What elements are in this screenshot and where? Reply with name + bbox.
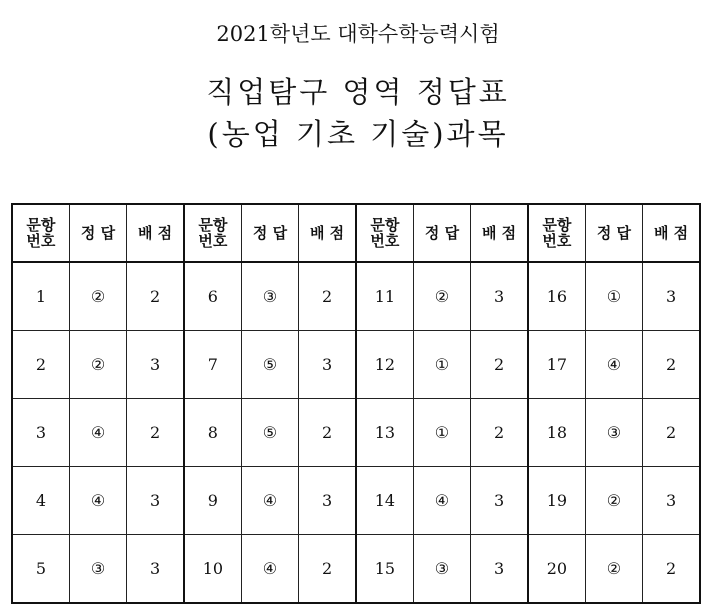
score-cell: 2 bbox=[127, 399, 184, 467]
header-score: 배 점 bbox=[471, 204, 528, 262]
answer-cell: ④ bbox=[241, 535, 298, 604]
score-cell: 3 bbox=[127, 331, 184, 399]
score-cell: 3 bbox=[643, 262, 700, 331]
score-cell: 2 bbox=[643, 535, 700, 604]
answer-cell: ② bbox=[69, 331, 126, 399]
answer-cell: ② bbox=[585, 535, 642, 604]
score-cell: 2 bbox=[643, 331, 700, 399]
score-cell: 3 bbox=[471, 467, 528, 535]
question-number-cell: 3 bbox=[12, 399, 69, 467]
question-number-cell: 4 bbox=[12, 467, 69, 535]
answer-cell: ② bbox=[585, 467, 642, 535]
question-number-cell: 12 bbox=[356, 331, 413, 399]
answer-cell: ② bbox=[69, 262, 126, 331]
answer-cell: ① bbox=[413, 331, 470, 399]
answer-cell: ③ bbox=[69, 535, 126, 604]
header-question-number-line2: 번호 bbox=[370, 232, 400, 250]
subject-title: (농업 기초 기술)과목 bbox=[207, 117, 509, 151]
header-question-number-line1: 문항 bbox=[542, 216, 572, 234]
score-cell: 3 bbox=[471, 535, 528, 604]
score-cell: 2 bbox=[299, 535, 356, 604]
header-question-number-line2: 번호 bbox=[542, 232, 572, 250]
question-number-cell: 19 bbox=[528, 467, 585, 535]
question-number-cell: 13 bbox=[356, 399, 413, 467]
score-cell: 2 bbox=[643, 399, 700, 467]
question-number-cell: 18 bbox=[528, 399, 585, 467]
question-number-cell: 2 bbox=[12, 331, 69, 399]
question-number-cell: 17 bbox=[528, 331, 585, 399]
header-question-number-line2: 번호 bbox=[26, 232, 56, 250]
header-score: 배 점 bbox=[643, 204, 700, 262]
score-cell: 3 bbox=[127, 535, 184, 604]
header-question-number bbox=[12, 204, 69, 262]
table-row bbox=[12, 467, 700, 535]
header-question-number bbox=[184, 204, 241, 262]
answer-cell: ② bbox=[413, 262, 470, 331]
answer-cell: ① bbox=[413, 399, 470, 467]
header-answer: 정 답 bbox=[241, 204, 298, 262]
table-row bbox=[12, 535, 700, 604]
header-question-number-line2: 번호 bbox=[198, 232, 228, 250]
answer-cell: ③ bbox=[241, 262, 298, 331]
answer-cell: ③ bbox=[413, 535, 470, 604]
header-answer: 정 답 bbox=[585, 204, 642, 262]
question-number-cell: 14 bbox=[356, 467, 413, 535]
header-answer: 정 답 bbox=[413, 204, 470, 262]
question-number-cell: 6 bbox=[184, 262, 241, 331]
question-number-cell: 16 bbox=[528, 262, 585, 331]
answer-sheet-title: 직업탐구 영역 정답표 bbox=[206, 75, 510, 109]
score-cell: 2 bbox=[299, 399, 356, 467]
score-cell: 3 bbox=[299, 331, 356, 399]
question-number-cell: 8 bbox=[184, 399, 241, 467]
question-number-cell: 11 bbox=[356, 262, 413, 331]
answer-cell: ③ bbox=[585, 399, 642, 467]
header-score: 배 점 bbox=[299, 204, 356, 262]
header-answer: 정 답 bbox=[69, 204, 126, 262]
header-question-number-line1: 문항 bbox=[370, 216, 400, 234]
question-number-cell: 15 bbox=[356, 535, 413, 604]
score-cell: 2 bbox=[299, 262, 356, 331]
question-number-cell: 20 bbox=[528, 535, 585, 604]
answer-cell: ④ bbox=[241, 467, 298, 535]
header-score: 배 점 bbox=[127, 204, 184, 262]
answer-cell: ⑤ bbox=[241, 399, 298, 467]
question-number-cell: 7 bbox=[184, 331, 241, 399]
score-cell: 3 bbox=[471, 262, 528, 331]
question-number-cell: 9 bbox=[184, 467, 241, 535]
score-cell: 2 bbox=[127, 262, 184, 331]
answer-cell: ④ bbox=[413, 467, 470, 535]
score-cell: 3 bbox=[299, 467, 356, 535]
question-number-cell: 5 bbox=[12, 535, 69, 604]
header-row bbox=[12, 204, 700, 262]
header-question-number bbox=[356, 204, 413, 262]
answer-cell: ④ bbox=[585, 331, 642, 399]
table-row bbox=[12, 331, 700, 399]
table-row bbox=[12, 262, 700, 331]
answer-table-body bbox=[12, 262, 700, 603]
table-row bbox=[12, 399, 700, 467]
score-cell: 2 bbox=[471, 399, 528, 467]
answer-cell: ① bbox=[585, 262, 642, 331]
question-number-cell: 10 bbox=[184, 535, 241, 604]
question-number-cell: 1 bbox=[12, 262, 69, 331]
header-question-number-line1: 문항 bbox=[198, 216, 228, 234]
score-cell: 3 bbox=[643, 467, 700, 535]
header-question-number bbox=[528, 204, 585, 262]
exam-title: 2021학년도 대학수학능력시험 bbox=[216, 22, 500, 46]
answer-cell: ④ bbox=[69, 467, 126, 535]
score-cell: 3 bbox=[127, 467, 184, 535]
answer-cell: ④ bbox=[69, 399, 126, 467]
answer-cell: ⑤ bbox=[241, 331, 298, 399]
header-question-number-line1: 문항 bbox=[26, 216, 56, 234]
score-cell: 2 bbox=[471, 331, 528, 399]
answer-table bbox=[11, 203, 701, 604]
